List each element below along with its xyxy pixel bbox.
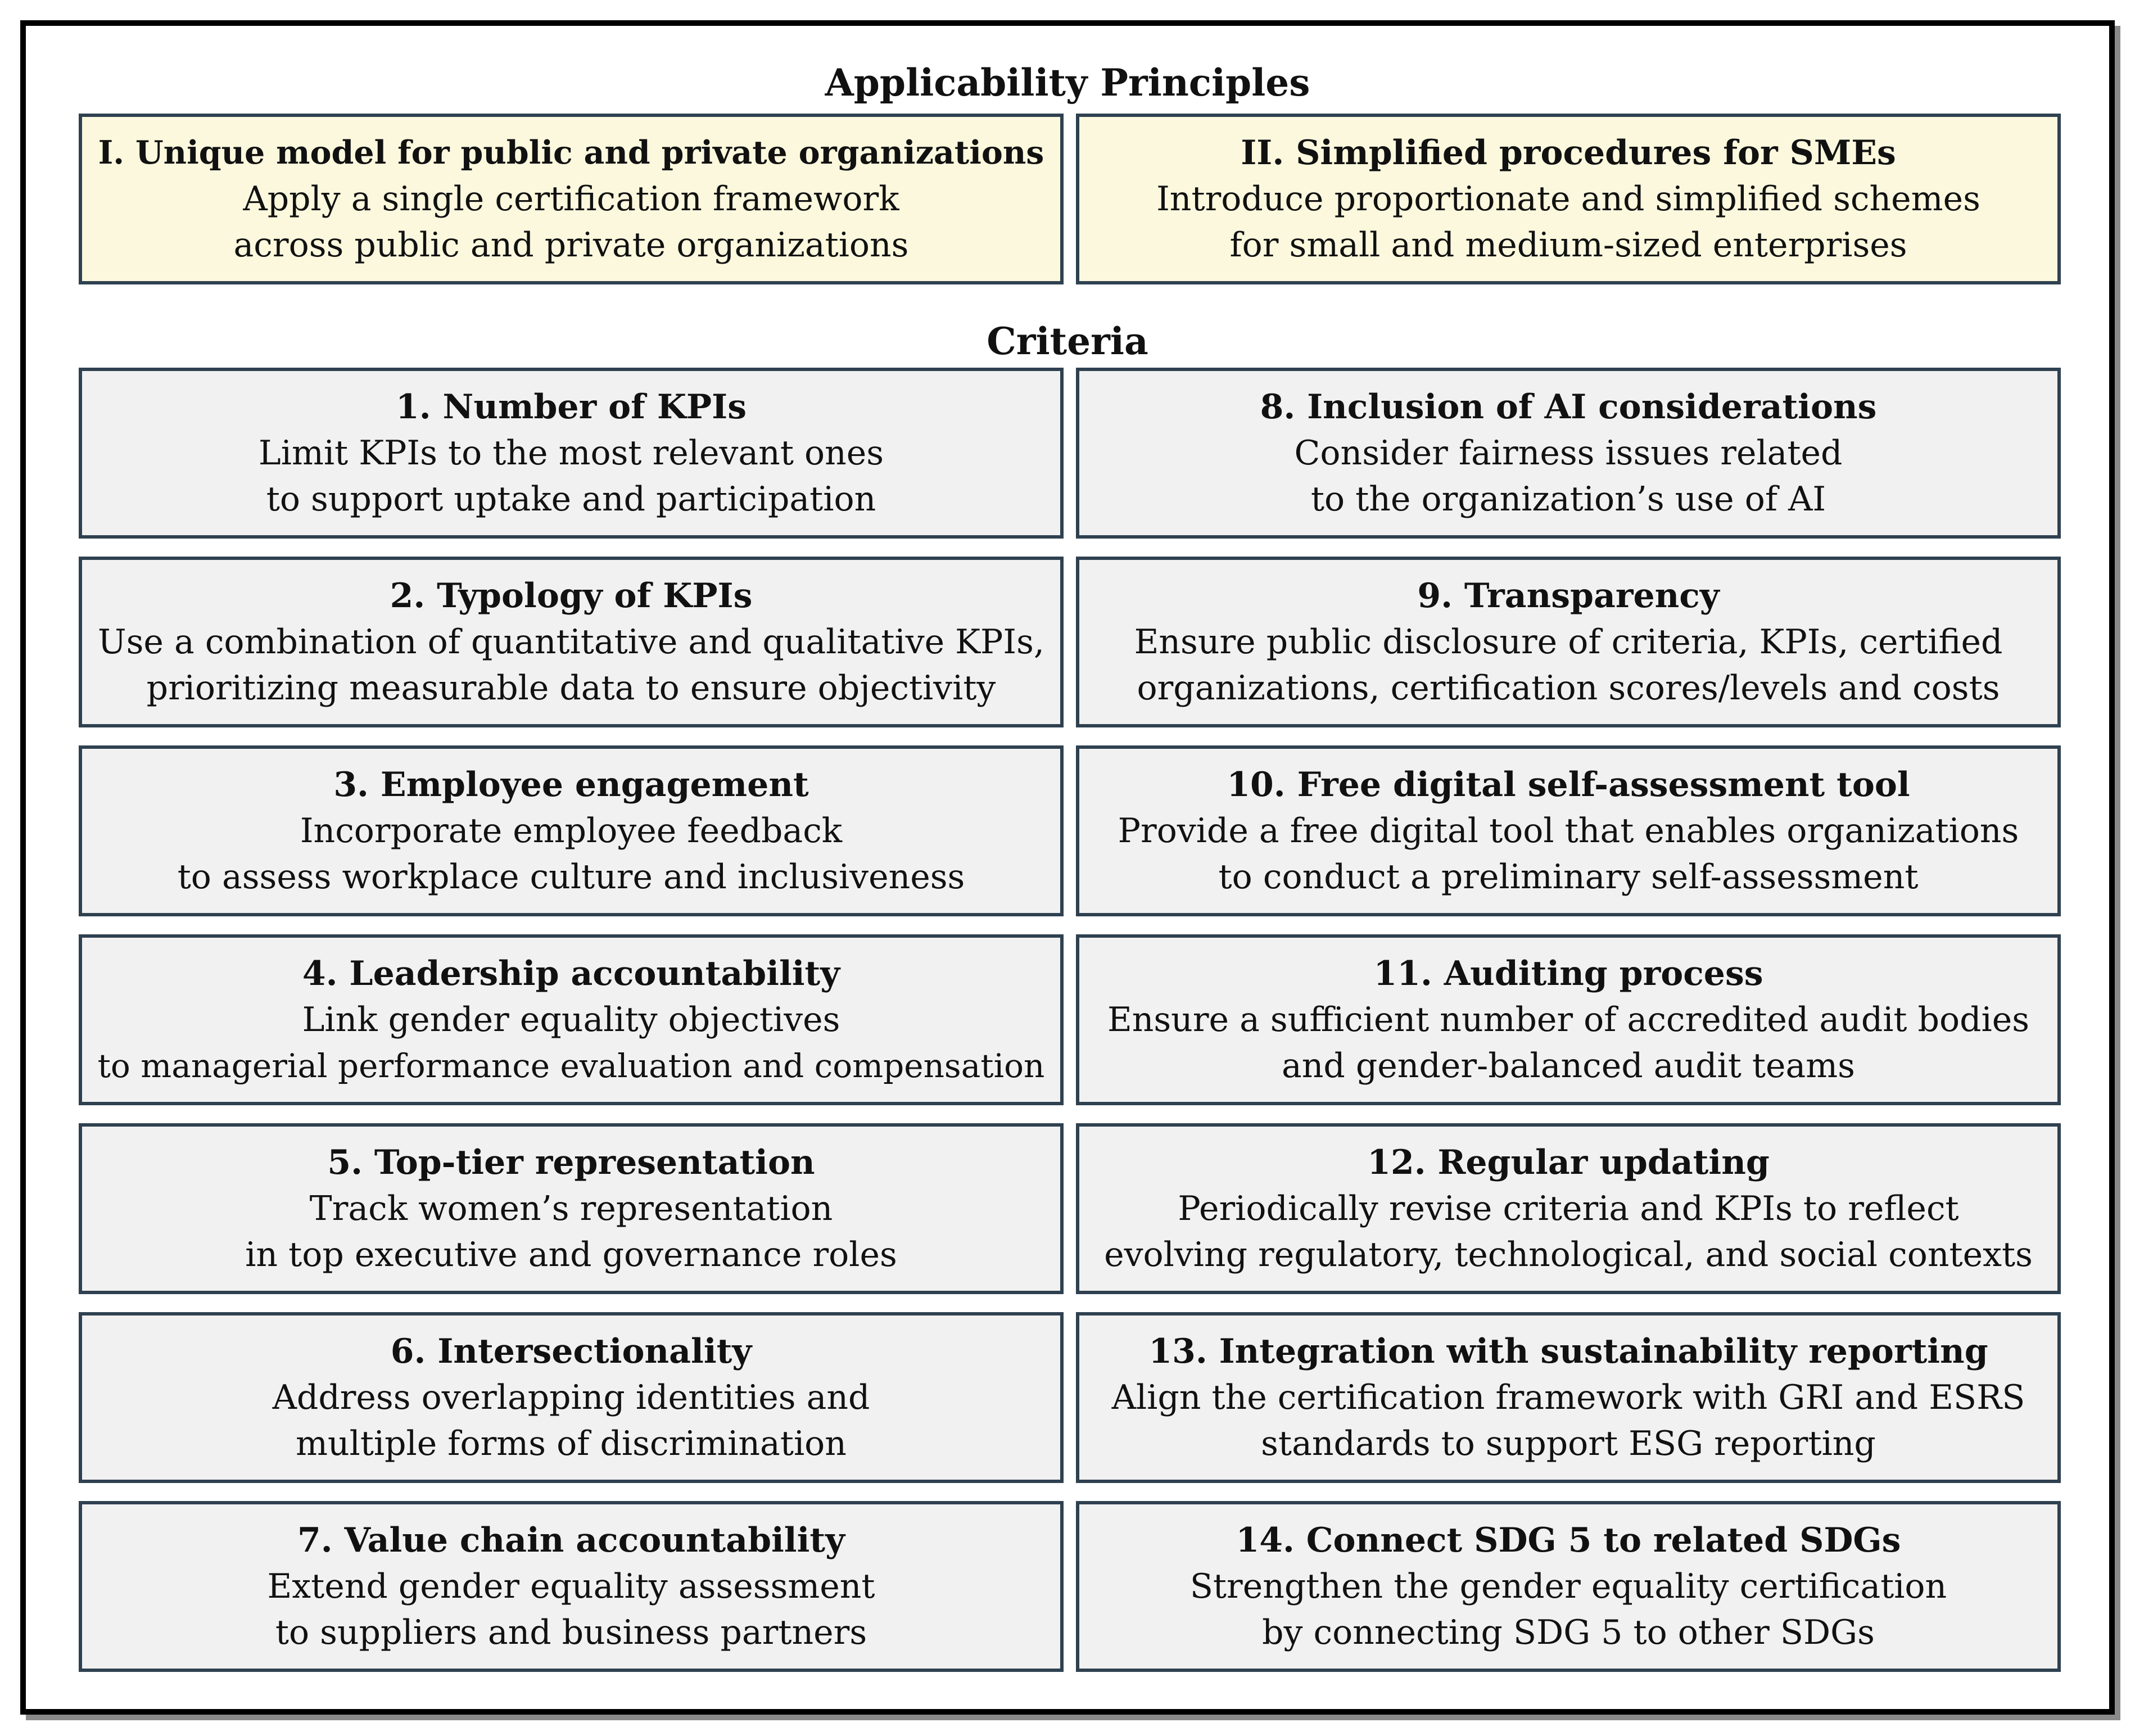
criterion-description-line: to support uptake and participation [266,480,876,519]
criterion-description-line: prioritizing measurable data to ensure objectivity [146,668,996,708]
criterion-description-line: Incorporate employee feedback [300,811,843,851]
criterion-box-6 [79,1312,1064,1483]
criterion-description-line: Extend gender equality assessment [267,1567,875,1606]
criterion-box-1 [79,368,1064,539]
criterion-title: 9. Transparency [1417,576,1720,616]
criterion-description-line: to the organization’s use of AI [1310,480,1826,519]
criterion-description-line: by connecting SDG 5 to other SDGs [1262,1613,1875,1652]
criterion-description-line: in top executive and governance roles [245,1235,897,1274]
figure-frame [20,20,2115,1715]
criterion-title: 11. Auditing process [1373,954,1763,993]
criterion-box-14 [1076,1501,2061,1672]
criterion-description-line: Ensure public disclosure of criteria, KPIs, certified [1134,622,2003,662]
criterion-box-7 [79,1501,1064,1672]
criteria-heading: Criteria [987,319,1148,363]
criterion-title: 1. Number of KPIs [396,387,747,427]
criterion-description-line: to suppliers and business partners [275,1613,867,1652]
criterion-title: 3. Employee engagement [333,765,809,804]
criterion-description-line: evolving regulatory, technological, and social contexts [1104,1235,2033,1274]
criterion-box-13 [1076,1312,2061,1483]
criterion-box-11 [1076,934,2061,1105]
criterion-box-4 [79,934,1064,1105]
criterion-description-line: Periodically revise criteria and KPIs to reflect [1178,1189,1959,1228]
criterion-box-9 [1076,557,2061,727]
criterion-description-line: organizations, certification scores/levels and costs [1137,668,2000,708]
criterion-box-3 [79,745,1064,916]
principle-title: II. Simplified procedures for SMEs [1241,133,1896,173]
criterion-description-line: Track women’s representation [309,1189,833,1228]
criterion-description-line: standards to support ESG reporting [1261,1424,1876,1463]
criterion-box-12 [1076,1123,2061,1294]
criterion-box-10 [1076,745,2061,916]
criterion-description-line: to conduct a preliminary self-assessment [1218,857,1919,897]
criterion-description-line: Ensure a sufficient number of accredited audit bodies [1107,1000,2030,1039]
criterion-title: 7. Value chain accountability [297,1521,845,1560]
criterion-title: 13. Integration with sustainability reporting [1148,1332,1988,1371]
criterion-description-line: Address overlapping identities and [272,1378,870,1417]
criterion-title: 6. Intersectionality [390,1332,752,1371]
criterion-title: 14. Connect SDG 5 to related SDGs [1236,1521,1901,1560]
principle-description-line: Apply a single certification framework [243,179,899,219]
criterion-box-8 [1076,368,2061,539]
criterion-description-line: to managerial performance evaluation and compensation [97,1047,1045,1085]
criterion-description-line: multiple forms of discrimination [296,1424,847,1463]
criterion-title: 4. Leadership accountability [302,954,840,993]
criterion-description-line: and gender-balanced audit teams [1282,1046,1855,1086]
criterion-title: 2. Typology of KPIs [390,576,753,616]
criterion-description-line: to assess workplace culture and inclusiveness [177,857,965,897]
criterion-description-line: Use a combination of quantitative and qualitative KPIs, [98,622,1044,662]
criterion-title: 10. Free digital self-assessment tool [1227,765,1910,804]
criterion-box-5 [79,1123,1064,1294]
principle-description-line: Introduce proportionate and simplified schemes [1156,179,1980,219]
principle-title: I. Unique model for public and private organizations [98,134,1044,171]
criterion-description-line: Link gender equality objectives [302,1000,840,1039]
principle-box-1 [79,114,1064,284]
applicability-principles-heading: Applicability Principles [825,61,1310,105]
criterion-description-line: Limit KPIs to the most relevant ones [258,433,884,473]
principle-box-2 [1076,114,2061,284]
principle-description-line: across public and private organizations [233,225,909,265]
criterion-description-line: Strengthen the gender equality certification [1189,1567,1947,1606]
criterion-description-line: Align the certification framework with GRI and ESRS [1111,1378,2025,1417]
criterion-description-line: Consider fairness issues related [1294,433,1843,473]
criterion-box-2 [79,557,1064,727]
criterion-title: 5. Top-tier representation [327,1143,815,1182]
criterion-title: 8. Inclusion of AI considerations [1260,387,1877,427]
criterion-title: 12. Regular updating [1367,1143,1770,1182]
criterion-description-line: Provide a free digital tool that enables organizations [1118,811,2019,851]
principle-description-line: for small and medium-sized enterprises [1229,225,1907,265]
